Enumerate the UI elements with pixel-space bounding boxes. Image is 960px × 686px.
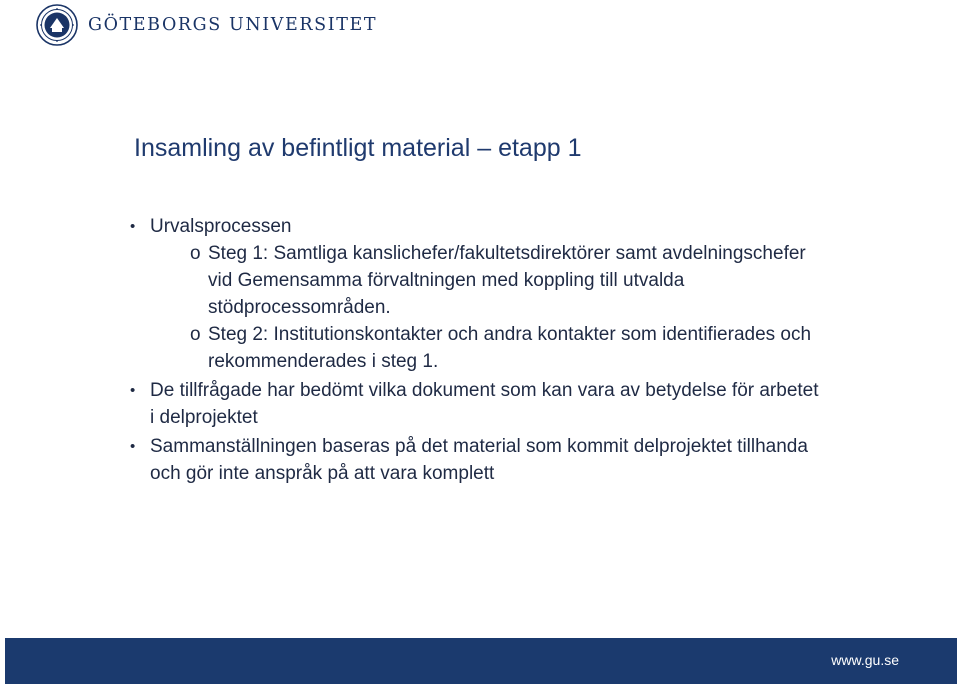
bullet-item xyxy=(126,377,826,431)
footer-url[interactable]: www.gu.se xyxy=(831,652,899,668)
bullet-item xyxy=(126,433,826,487)
sub-bullet-marker: o xyxy=(190,243,201,264)
sub-bullet-text: Steg 2: Institutionskontakter och andra kontakter som identifierades och rekommenderades i steg 1. xyxy=(208,324,812,372)
sub-bullet-text: Steg 1: Samtliga kanslichefer/fakultetsdirektörer samt avdelningschefer vid Gemensamma förvaltningen med koppling till utvalda stödprocessområden. xyxy=(208,243,806,318)
slide-content xyxy=(126,213,826,489)
bullet-list xyxy=(126,213,826,487)
header xyxy=(36,3,377,47)
sub-bullet-item xyxy=(150,240,826,321)
footer-bar xyxy=(5,638,957,684)
bullet-item xyxy=(126,213,826,375)
bullet-text: Sammanställningen baseras på det material som kommit delprojektet tillhanda och gör inte anspråk på att vara komplett xyxy=(150,436,808,484)
sub-bullet-marker: o xyxy=(190,324,201,345)
university-name: GÖTEBORGS UNIVERSITET xyxy=(88,15,378,35)
university-seal-icon xyxy=(36,4,78,46)
bullet-text: Urvalsprocessen xyxy=(150,216,292,237)
sub-bullet-list xyxy=(150,240,826,375)
slide-title: Insamling av befintligt material – etapp 1 xyxy=(134,134,582,162)
bullet-text: De tillfrågade har bedömt vilka dokument som kan vara av betydelse för arbetet i delprojektet xyxy=(150,380,819,428)
sub-bullet-item xyxy=(150,321,826,375)
